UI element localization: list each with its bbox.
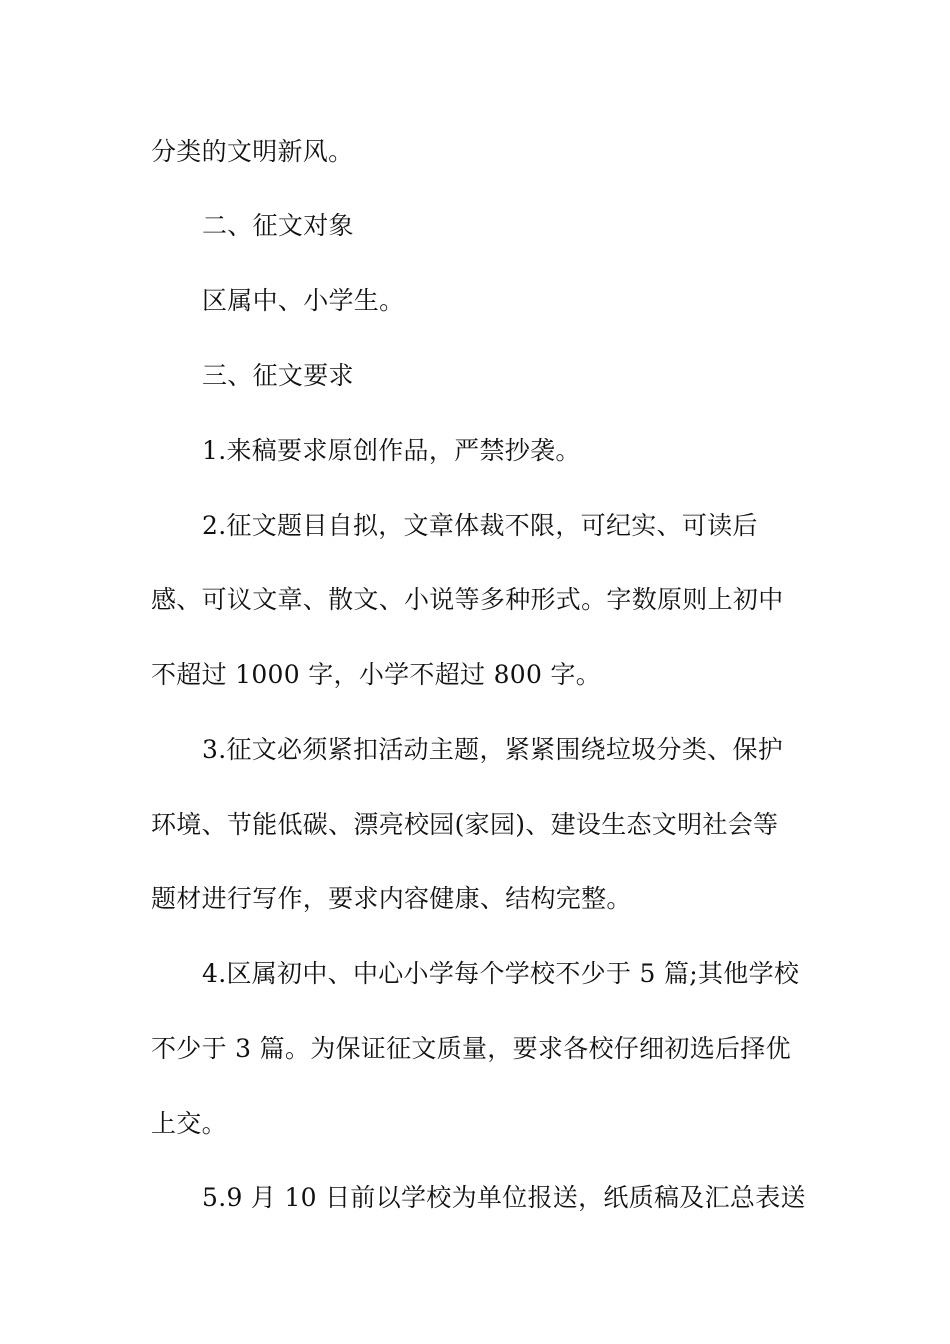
requirement-3-line-2: 环境、节能低碳、漂亮校园(家园)、建设生态文明社会等	[151, 810, 779, 839]
requirement-1: 1.来稿要求原创作品，严禁抄袭。	[202, 436, 581, 465]
requirement-3-line-3: 题材进行写作，要求内容健康、结构完整。	[151, 884, 632, 913]
section-heading-3: 三、征文要求	[202, 361, 354, 390]
text-line-1: 分类的文明新风。	[151, 137, 354, 166]
requirement-4-line-3: 上交。	[151, 1109, 227, 1138]
requirement-3-line-1: 3.征文必须紧扣活动主题，紧紧围绕垃圾分类、保护	[202, 735, 784, 764]
requirement-2-line-1: 2.征文题目自拟，文章体裁不限，可纪实、可读后	[202, 511, 758, 540]
requirement-2-line-2: 感、可议文章、散文、小说等多种形式。字数原则上初中	[151, 585, 784, 614]
requirement-4-line-2: 不少于 3 篇。为保证征文质量，要求各校仔细初选后择优	[151, 1034, 791, 1063]
text-line-3: 区属中、小学生。	[202, 286, 405, 315]
requirement-2-line-3: 不超过 1000 字，小学不超过 800 字。	[151, 660, 602, 689]
requirement-5-line-1: 5.9 月 10 日前以学校为单位报送，纸质稿及汇总表送	[202, 1183, 806, 1212]
section-heading-2: 二、征文对象	[202, 211, 354, 240]
requirement-4-line-1: 4.区属初中、中心小学每个学校不少于 5 篇;其他学校	[202, 959, 800, 988]
